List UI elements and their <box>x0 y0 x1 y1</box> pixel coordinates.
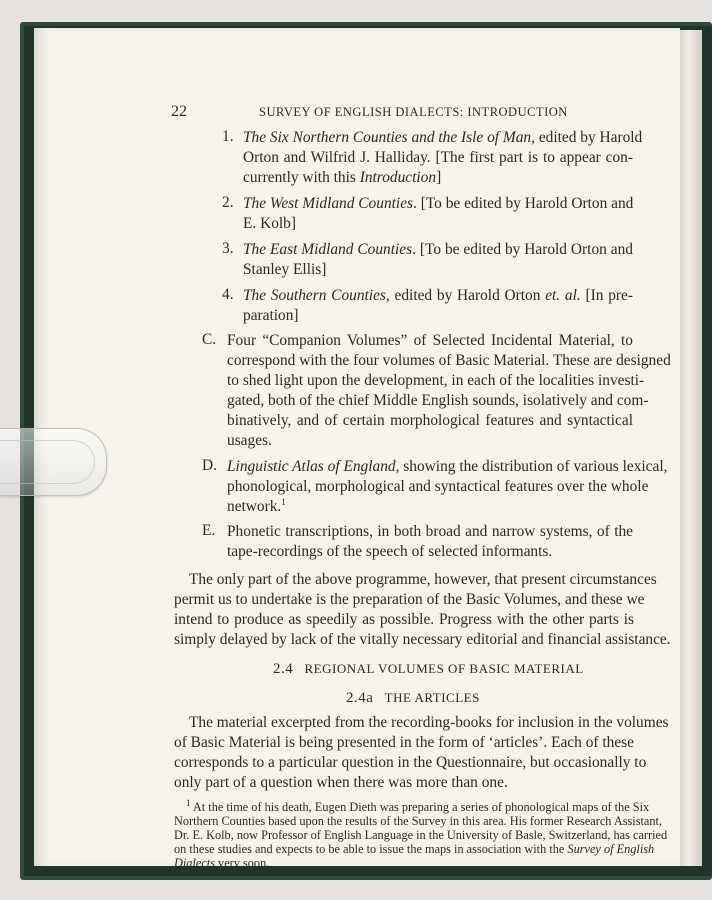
footnote-line: $^1$ At the time of his death, Eugen Dieth was preparing a series of phonological maps of the Six <box>186 797 650 814</box>
section-line: tape-recordings of the speech of selected informants. <box>227 543 553 560</box>
subsection-heading: 2.4a THE ARTICLES <box>346 690 480 706</box>
list-line: The Southern Counties, edited by Harold Orton et. al. [In pre- <box>243 287 633 304</box>
section-line: network.$^1$ <box>227 496 286 515</box>
paragraph-line: corresponds to a particular question in the Questionnaire, but occasionally to <box>174 754 647 771</box>
list-line: The East Midland Counties. [To be edited by Harold Orton and <box>243 241 633 258</box>
list-number: 2. <box>222 194 234 211</box>
paragraph-line: permit us to undertake is the preparation of the Basic Volumes, and these we <box>174 591 645 608</box>
footnote-line: Northern Counties based upon the results of the Survey in this area. His former Research Assistant, <box>174 814 663 828</box>
section-line: usages. <box>227 432 272 449</box>
paragraph-line: The only part of the above programme, however, that present circumstances <box>189 571 657 588</box>
section-letter: D. <box>202 457 217 474</box>
list-line: Orton and Wilfrid J. Halliday. [The first part is to appear con- <box>243 149 633 166</box>
page-clip-inner <box>0 440 95 484</box>
list-number: 4. <box>222 286 234 303</box>
section-line: Linguistic Atlas of England, showing the distribution of various lexical, <box>227 458 668 475</box>
list-line: paration] <box>243 307 299 324</box>
section-line: Four “Companion Volumes” of Selected Incidental Material, to <box>227 332 633 349</box>
list-line: Stanley Ellis] <box>243 261 327 278</box>
paragraph-line: of Basic Material is being presented in the form of ‘articles’. Each of these <box>174 734 634 751</box>
running-head: SURVEY OF ENGLISH DIALECTS: INTRODUCTION <box>259 105 568 119</box>
list-number: 3. <box>222 240 234 257</box>
paragraph-line: intend to produce as speedily as possible. Progress with the other parts is <box>174 611 634 628</box>
section-line: to shed light upon the development, in each of the localities investi- <box>227 372 645 389</box>
paragraph-line: only part of a question when there was more than one. <box>174 774 508 791</box>
paragraph-line: The material excerpted from the recording-books for inclusion in the volumes <box>189 714 669 731</box>
section-line: gated, both of the chief Middle English sounds, isolatively and com- <box>227 392 649 409</box>
page-number: 22 <box>171 103 187 120</box>
section-line: binatively, and of certain morphological features and syntactical <box>227 412 633 429</box>
page-edges <box>680 30 702 866</box>
list-line: E. Kolb] <box>243 215 297 232</box>
section-letter: C. <box>202 331 217 348</box>
section-line: phonological, morphological and syntactical features over the whole <box>227 478 649 495</box>
section-heading: 2.4 REGIONAL VOLUMES OF BASIC MATERIAL <box>273 661 584 677</box>
section-letter: E. <box>202 522 216 539</box>
section-line: correspond with the four volumes of Basic Material. These are designed <box>227 352 671 369</box>
paragraph-line: simply delayed by lack of the vitally necessary editorial and financial assistance. <box>174 631 671 648</box>
list-line: The Six Northern Counties and the Isle of Man, edited by Harold <box>243 129 643 146</box>
footnote-line: on these studies and expects to be able to issue the maps in association with the Survey of English <box>174 842 655 856</box>
list-line: The West Midland Counties. [To be edited by Harold Orton and <box>243 195 634 212</box>
footnote-ref: 1 <box>281 496 286 507</box>
footnote-line: Dr. E. Kolb, now Professor of English Language in the University of Basle, Switzerland, has carried <box>174 828 668 842</box>
section-line: Phonetic transcriptions, in both broad and narrow systems, of the <box>227 523 633 540</box>
list-line: currently with this Introduction] <box>243 169 442 186</box>
footnote-line: Dialects very soon. <box>174 856 270 870</box>
list-number: 1. <box>222 128 234 145</box>
